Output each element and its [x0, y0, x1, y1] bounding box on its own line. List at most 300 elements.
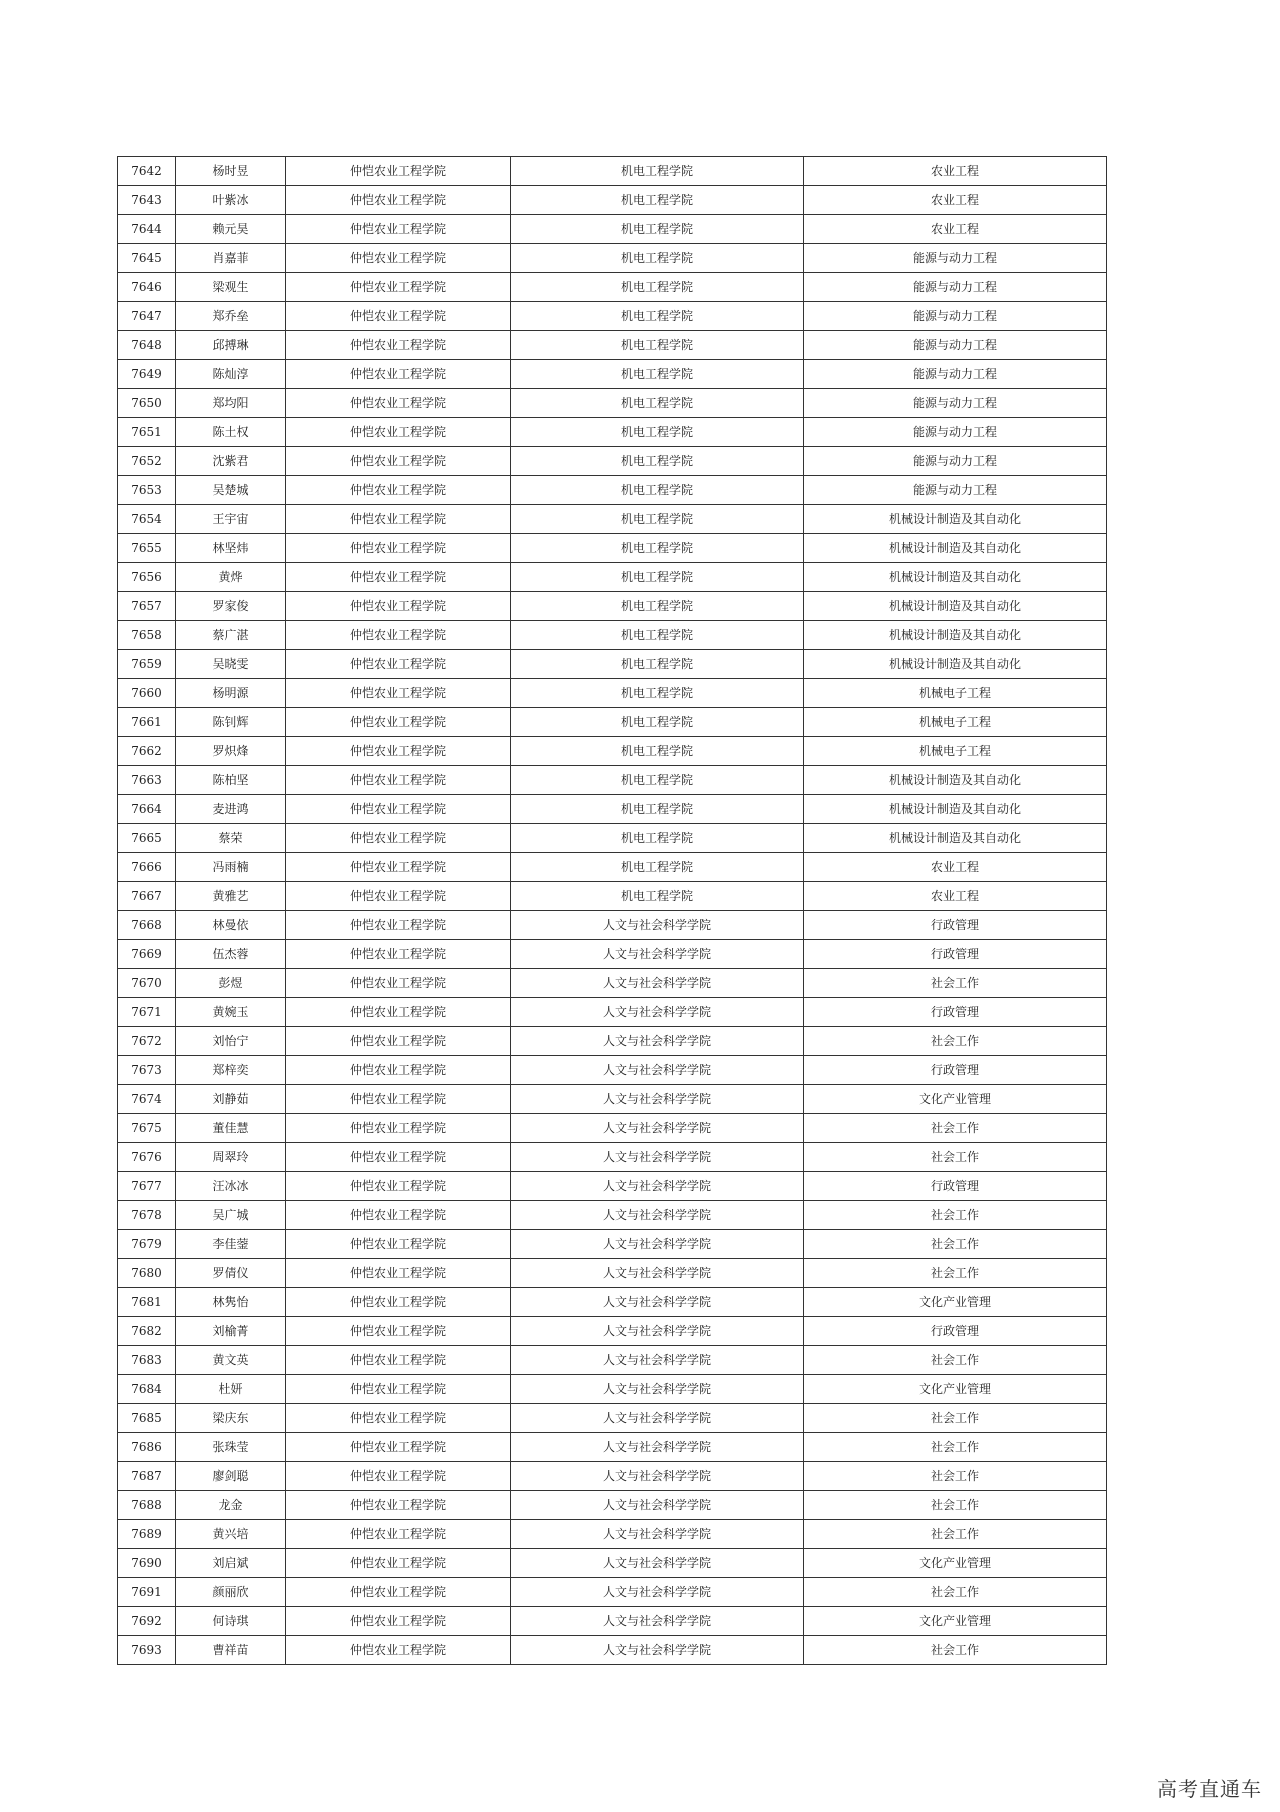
- school-cell: 仲恺农业工程学院: [286, 1259, 511, 1288]
- college-cell: 机电工程学院: [511, 360, 804, 389]
- roster-table: [117, 156, 1107, 1665]
- major-cell: 社会工作: [804, 1230, 1107, 1259]
- table-row: [118, 1404, 1107, 1433]
- college-cell: 人文与社会科学学院: [511, 1346, 804, 1375]
- student-name-cell: 梁庆东: [176, 1404, 286, 1433]
- college-cell: 人文与社会科学学院: [511, 1056, 804, 1085]
- school-cell: 仲恺农业工程学院: [286, 1172, 511, 1201]
- school-cell: 仲恺农业工程学院: [286, 1143, 511, 1172]
- student-name-cell: 林曼依: [176, 911, 286, 940]
- college-cell: 机电工程学院: [511, 882, 804, 911]
- major-cell: 文化产业管理: [804, 1607, 1107, 1636]
- student-name-cell: 罗倩仪: [176, 1259, 286, 1288]
- table-row: [118, 186, 1107, 215]
- school-cell: 仲恺农业工程学院: [286, 1607, 511, 1636]
- student-name-cell: 邱搏琳: [176, 331, 286, 360]
- major-cell: 行政管理: [804, 1317, 1107, 1346]
- college-cell: 人文与社会科学学院: [511, 940, 804, 969]
- college-cell: 人文与社会科学学院: [511, 1201, 804, 1230]
- table-row: [118, 679, 1107, 708]
- school-cell: 仲恺农业工程学院: [286, 853, 511, 882]
- major-cell: 行政管理: [804, 911, 1107, 940]
- table-row: [118, 708, 1107, 737]
- major-cell: 文化产业管理: [804, 1549, 1107, 1578]
- row-number-cell: 7690: [118, 1549, 176, 1578]
- school-cell: 仲恺农业工程学院: [286, 940, 511, 969]
- college-cell: 机电工程学院: [511, 157, 804, 186]
- major-cell: 文化产业管理: [804, 1085, 1107, 1114]
- table-row: [118, 1491, 1107, 1520]
- table-row: [118, 795, 1107, 824]
- major-cell: 能源与动力工程: [804, 476, 1107, 505]
- student-name-cell: 林隽怡: [176, 1288, 286, 1317]
- table-row: [118, 1230, 1107, 1259]
- school-cell: 仲恺农业工程学院: [286, 534, 511, 563]
- row-number-cell: 7684: [118, 1375, 176, 1404]
- table-row: [118, 969, 1107, 998]
- college-cell: 人文与社会科学学院: [511, 969, 804, 998]
- major-cell: 机械电子工程: [804, 679, 1107, 708]
- school-cell: 仲恺农业工程学院: [286, 1636, 511, 1665]
- table-row: [118, 360, 1107, 389]
- student-name-cell: 肖嘉菲: [176, 244, 286, 273]
- row-number-cell: 7646: [118, 273, 176, 302]
- student-name-cell: 黄婉玉: [176, 998, 286, 1027]
- student-name-cell: 罗家俊: [176, 592, 286, 621]
- table-row: [118, 1462, 1107, 1491]
- table-row: [118, 331, 1107, 360]
- college-cell: 机电工程学院: [511, 244, 804, 273]
- table-row: [118, 998, 1107, 1027]
- roster-table-container: [117, 156, 1106, 1665]
- major-cell: 行政管理: [804, 998, 1107, 1027]
- major-cell: 能源与动力工程: [804, 244, 1107, 273]
- major-cell: 农业工程: [804, 853, 1107, 882]
- college-cell: 人文与社会科学学院: [511, 1404, 804, 1433]
- school-cell: 仲恺农业工程学院: [286, 795, 511, 824]
- major-cell: 社会工作: [804, 1114, 1107, 1143]
- row-number-cell: 7692: [118, 1607, 176, 1636]
- table-row: [118, 1346, 1107, 1375]
- table-row: [118, 1549, 1107, 1578]
- college-cell: 机电工程学院: [511, 447, 804, 476]
- major-cell: 农业工程: [804, 882, 1107, 911]
- table-row: [118, 273, 1107, 302]
- row-number-cell: 7656: [118, 563, 176, 592]
- major-cell: 农业工程: [804, 215, 1107, 244]
- student-name-cell: 颜丽欣: [176, 1578, 286, 1607]
- student-name-cell: 汪冰冰: [176, 1172, 286, 1201]
- major-cell: 能源与动力工程: [804, 389, 1107, 418]
- row-number-cell: 7672: [118, 1027, 176, 1056]
- student-name-cell: 刘怡宁: [176, 1027, 286, 1056]
- major-cell: 社会工作: [804, 1520, 1107, 1549]
- college-cell: 人文与社会科学学院: [511, 911, 804, 940]
- row-number-cell: 7675: [118, 1114, 176, 1143]
- table-row: [118, 1027, 1107, 1056]
- student-name-cell: 黄烨: [176, 563, 286, 592]
- row-number-cell: 7688: [118, 1491, 176, 1520]
- table-row: [118, 389, 1107, 418]
- major-cell: 社会工作: [804, 1462, 1107, 1491]
- college-cell: 机电工程学院: [511, 795, 804, 824]
- school-cell: 仲恺农业工程学院: [286, 1317, 511, 1346]
- college-cell: 机电工程学院: [511, 737, 804, 766]
- college-cell: 人文与社会科学学院: [511, 1085, 804, 1114]
- row-number-cell: 7643: [118, 186, 176, 215]
- row-number-cell: 7691: [118, 1578, 176, 1607]
- college-cell: 人文与社会科学学院: [511, 1230, 804, 1259]
- student-name-cell: 周翠玲: [176, 1143, 286, 1172]
- major-cell: 机械设计制造及其自动化: [804, 621, 1107, 650]
- row-number-cell: 7682: [118, 1317, 176, 1346]
- major-cell: 农业工程: [804, 186, 1107, 215]
- major-cell: 机械电子工程: [804, 737, 1107, 766]
- major-cell: 能源与动力工程: [804, 273, 1107, 302]
- student-name-cell: 彭煜: [176, 969, 286, 998]
- college-cell: 人文与社会科学学院: [511, 998, 804, 1027]
- table-row: [118, 592, 1107, 621]
- row-number-cell: 7655: [118, 534, 176, 563]
- school-cell: 仲恺农业工程学院: [286, 186, 511, 215]
- row-number-cell: 7648: [118, 331, 176, 360]
- table-row: [118, 563, 1107, 592]
- table-row: [118, 882, 1107, 911]
- major-cell: 文化产业管理: [804, 1288, 1107, 1317]
- major-cell: 行政管理: [804, 940, 1107, 969]
- major-cell: 能源与动力工程: [804, 302, 1107, 331]
- student-name-cell: 廖剑聪: [176, 1462, 286, 1491]
- row-number-cell: 7686: [118, 1433, 176, 1462]
- student-name-cell: 何诗琪: [176, 1607, 286, 1636]
- table-row: [118, 621, 1107, 650]
- college-cell: 人文与社会科学学院: [511, 1520, 804, 1549]
- row-number-cell: 7667: [118, 882, 176, 911]
- table-row: [118, 1607, 1107, 1636]
- major-cell: 社会工作: [804, 1259, 1107, 1288]
- college-cell: 人文与社会科学学院: [511, 1259, 804, 1288]
- table-row: [118, 1201, 1107, 1230]
- row-number-cell: 7645: [118, 244, 176, 273]
- student-name-cell: 沈紫君: [176, 447, 286, 476]
- table-row: [118, 1259, 1107, 1288]
- major-cell: 社会工作: [804, 969, 1107, 998]
- school-cell: 仲恺农业工程学院: [286, 389, 511, 418]
- college-cell: 人文与社会科学学院: [511, 1317, 804, 1346]
- major-cell: 社会工作: [804, 1027, 1107, 1056]
- table-row: [118, 650, 1107, 679]
- major-cell: 行政管理: [804, 1172, 1107, 1201]
- table-row: [118, 1114, 1107, 1143]
- college-cell: 人文与社会科学学院: [511, 1288, 804, 1317]
- row-number-cell: 7654: [118, 505, 176, 534]
- student-name-cell: 曹祥苗: [176, 1636, 286, 1665]
- college-cell: 机电工程学院: [511, 853, 804, 882]
- college-cell: 机电工程学院: [511, 331, 804, 360]
- major-cell: 机械设计制造及其自动化: [804, 563, 1107, 592]
- row-number-cell: 7663: [118, 766, 176, 795]
- school-cell: 仲恺农业工程学院: [286, 302, 511, 331]
- student-name-cell: 黄兴培: [176, 1520, 286, 1549]
- row-number-cell: 7642: [118, 157, 176, 186]
- row-number-cell: 7683: [118, 1346, 176, 1375]
- college-cell: 机电工程学院: [511, 505, 804, 534]
- school-cell: 仲恺农业工程学院: [286, 360, 511, 389]
- college-cell: 机电工程学院: [511, 186, 804, 215]
- major-cell: 能源与动力工程: [804, 418, 1107, 447]
- student-name-cell: 蔡广湛: [176, 621, 286, 650]
- student-name-cell: 赖元昊: [176, 215, 286, 244]
- row-number-cell: 7653: [118, 476, 176, 505]
- student-name-cell: 杨明源: [176, 679, 286, 708]
- student-name-cell: 陈钊辉: [176, 708, 286, 737]
- table-row: [118, 940, 1107, 969]
- student-name-cell: 吴广城: [176, 1201, 286, 1230]
- college-cell: 机电工程学院: [511, 273, 804, 302]
- major-cell: 社会工作: [804, 1346, 1107, 1375]
- student-name-cell: 陈灿淳: [176, 360, 286, 389]
- student-name-cell: 吴楚城: [176, 476, 286, 505]
- table-row: [118, 215, 1107, 244]
- school-cell: 仲恺农业工程学院: [286, 1085, 511, 1114]
- school-cell: 仲恺农业工程学院: [286, 1375, 511, 1404]
- row-number-cell: 7657: [118, 592, 176, 621]
- table-row: [118, 244, 1107, 273]
- student-name-cell: 麦进鸿: [176, 795, 286, 824]
- row-number-cell: 7671: [118, 998, 176, 1027]
- college-cell: 机电工程学院: [511, 302, 804, 331]
- college-cell: 机电工程学院: [511, 418, 804, 447]
- row-number-cell: 7658: [118, 621, 176, 650]
- college-cell: 机电工程学院: [511, 389, 804, 418]
- student-name-cell: 黄文英: [176, 1346, 286, 1375]
- table-row: [118, 476, 1107, 505]
- table-row: [118, 824, 1107, 853]
- student-name-cell: 龙金: [176, 1491, 286, 1520]
- row-number-cell: 7668: [118, 911, 176, 940]
- college-cell: 人文与社会科学学院: [511, 1172, 804, 1201]
- school-cell: 仲恺农业工程学院: [286, 1433, 511, 1462]
- school-cell: 仲恺农业工程学院: [286, 1404, 511, 1433]
- major-cell: 能源与动力工程: [804, 447, 1107, 476]
- college-cell: 机电工程学院: [511, 650, 804, 679]
- college-cell: 机电工程学院: [511, 766, 804, 795]
- row-number-cell: 7669: [118, 940, 176, 969]
- student-name-cell: 刘启斌: [176, 1549, 286, 1578]
- school-cell: 仲恺农业工程学院: [286, 1520, 511, 1549]
- school-cell: 仲恺农业工程学院: [286, 1056, 511, 1085]
- college-cell: 人文与社会科学学院: [511, 1143, 804, 1172]
- student-name-cell: 陈柏坚: [176, 766, 286, 795]
- school-cell: 仲恺农业工程学院: [286, 737, 511, 766]
- school-cell: 仲恺农业工程学院: [286, 476, 511, 505]
- major-cell: 社会工作: [804, 1636, 1107, 1665]
- school-cell: 仲恺农业工程学院: [286, 766, 511, 795]
- major-cell: 能源与动力工程: [804, 360, 1107, 389]
- school-cell: 仲恺农业工程学院: [286, 998, 511, 1027]
- table-row: [118, 1578, 1107, 1607]
- school-cell: 仲恺农业工程学院: [286, 824, 511, 853]
- table-row: [118, 1143, 1107, 1172]
- major-cell: 能源与动力工程: [804, 331, 1107, 360]
- major-cell: 机械电子工程: [804, 708, 1107, 737]
- major-cell: 社会工作: [804, 1433, 1107, 1462]
- student-name-cell: 董佳慧: [176, 1114, 286, 1143]
- school-cell: 仲恺农业工程学院: [286, 244, 511, 273]
- school-cell: 仲恺农业工程学院: [286, 1578, 511, 1607]
- school-cell: 仲恺农业工程学院: [286, 1549, 511, 1578]
- student-name-cell: 刘静茹: [176, 1085, 286, 1114]
- row-number-cell: 7670: [118, 969, 176, 998]
- row-number-cell: 7676: [118, 1143, 176, 1172]
- row-number-cell: 7649: [118, 360, 176, 389]
- table-row: [118, 1375, 1107, 1404]
- row-number-cell: 7647: [118, 302, 176, 331]
- major-cell: 社会工作: [804, 1143, 1107, 1172]
- table-row: [118, 1520, 1107, 1549]
- student-name-cell: 杨时昱: [176, 157, 286, 186]
- row-number-cell: 7651: [118, 418, 176, 447]
- school-cell: 仲恺农业工程学院: [286, 331, 511, 360]
- major-cell: 社会工作: [804, 1404, 1107, 1433]
- student-name-cell: 李佳蓥: [176, 1230, 286, 1259]
- school-cell: 仲恺农业工程学院: [286, 215, 511, 244]
- school-cell: 仲恺农业工程学院: [286, 1462, 511, 1491]
- student-name-cell: 罗炽烽: [176, 737, 286, 766]
- roster-table-body: [118, 157, 1107, 1665]
- school-cell: 仲恺农业工程学院: [286, 1230, 511, 1259]
- college-cell: 人文与社会科学学院: [511, 1607, 804, 1636]
- major-cell: 社会工作: [804, 1578, 1107, 1607]
- school-cell: 仲恺农业工程学院: [286, 621, 511, 650]
- student-name-cell: 冯雨楠: [176, 853, 286, 882]
- row-number-cell: 7662: [118, 737, 176, 766]
- school-cell: 仲恺农业工程学院: [286, 1201, 511, 1230]
- table-row: [118, 766, 1107, 795]
- student-name-cell: 吴晓雯: [176, 650, 286, 679]
- school-cell: 仲恺农业工程学院: [286, 1346, 511, 1375]
- table-row: [118, 447, 1107, 476]
- college-cell: 人文与社会科学学院: [511, 1375, 804, 1404]
- major-cell: 社会工作: [804, 1491, 1107, 1520]
- school-cell: 仲恺农业工程学院: [286, 969, 511, 998]
- school-cell: 仲恺农业工程学院: [286, 1027, 511, 1056]
- table-row: [118, 302, 1107, 331]
- row-number-cell: 7661: [118, 708, 176, 737]
- row-number-cell: 7652: [118, 447, 176, 476]
- school-cell: 仲恺农业工程学院: [286, 1114, 511, 1143]
- student-name-cell: 伍杰蓉: [176, 940, 286, 969]
- college-cell: 机电工程学院: [511, 621, 804, 650]
- row-number-cell: 7685: [118, 1404, 176, 1433]
- college-cell: 机电工程学院: [511, 679, 804, 708]
- college-cell: 人文与社会科学学院: [511, 1636, 804, 1665]
- row-number-cell: 7650: [118, 389, 176, 418]
- major-cell: 机械设计制造及其自动化: [804, 592, 1107, 621]
- major-cell: 机械设计制造及其自动化: [804, 824, 1107, 853]
- row-number-cell: 7644: [118, 215, 176, 244]
- major-cell: 行政管理: [804, 1056, 1107, 1085]
- watermark-text: 高考直通车: [1157, 1777, 1262, 1801]
- school-cell: 仲恺农业工程学院: [286, 273, 511, 302]
- table-row: [118, 418, 1107, 447]
- row-number-cell: 7674: [118, 1085, 176, 1114]
- table-row: [118, 505, 1107, 534]
- major-cell: 文化产业管理: [804, 1375, 1107, 1404]
- school-cell: 仲恺农业工程学院: [286, 1288, 511, 1317]
- row-number-cell: 7665: [118, 824, 176, 853]
- college-cell: 机电工程学院: [511, 476, 804, 505]
- row-number-cell: 7660: [118, 679, 176, 708]
- table-row: [118, 1172, 1107, 1201]
- major-cell: 机械设计制造及其自动化: [804, 505, 1107, 534]
- school-cell: 仲恺农业工程学院: [286, 1491, 511, 1520]
- student-name-cell: 郑均阳: [176, 389, 286, 418]
- student-name-cell: 王宇宙: [176, 505, 286, 534]
- student-name-cell: 黄雅艺: [176, 882, 286, 911]
- school-cell: 仲恺农业工程学院: [286, 505, 511, 534]
- student-name-cell: 陈土权: [176, 418, 286, 447]
- table-row: [118, 1056, 1107, 1085]
- school-cell: 仲恺农业工程学院: [286, 418, 511, 447]
- school-cell: 仲恺农业工程学院: [286, 882, 511, 911]
- row-number-cell: 7664: [118, 795, 176, 824]
- student-name-cell: 刘榆菁: [176, 1317, 286, 1346]
- row-number-cell: 7678: [118, 1201, 176, 1230]
- table-row: [118, 534, 1107, 563]
- row-number-cell: 7681: [118, 1288, 176, 1317]
- student-name-cell: 叶紫冰: [176, 186, 286, 215]
- row-number-cell: 7666: [118, 853, 176, 882]
- major-cell: 机械设计制造及其自动化: [804, 795, 1107, 824]
- table-row: [118, 737, 1107, 766]
- college-cell: 人文与社会科学学院: [511, 1433, 804, 1462]
- student-name-cell: 郑梓奕: [176, 1056, 286, 1085]
- college-cell: 机电工程学院: [511, 215, 804, 244]
- table-row: [118, 1085, 1107, 1114]
- table-row: [118, 1433, 1107, 1462]
- school-cell: 仲恺农业工程学院: [286, 157, 511, 186]
- college-cell: 机电工程学院: [511, 592, 804, 621]
- table-row: [118, 157, 1107, 186]
- student-name-cell: 张珠莹: [176, 1433, 286, 1462]
- row-number-cell: 7677: [118, 1172, 176, 1201]
- row-number-cell: 7673: [118, 1056, 176, 1085]
- major-cell: 社会工作: [804, 1201, 1107, 1230]
- row-number-cell: 7689: [118, 1520, 176, 1549]
- major-cell: 机械设计制造及其自动化: [804, 766, 1107, 795]
- school-cell: 仲恺农业工程学院: [286, 911, 511, 940]
- student-name-cell: 杜妍: [176, 1375, 286, 1404]
- major-cell: 农业工程: [804, 157, 1107, 186]
- school-cell: 仲恺农业工程学院: [286, 592, 511, 621]
- college-cell: 机电工程学院: [511, 824, 804, 853]
- school-cell: 仲恺农业工程学院: [286, 447, 511, 476]
- college-cell: 机电工程学院: [511, 708, 804, 737]
- major-cell: 机械设计制造及其自动化: [804, 650, 1107, 679]
- row-number-cell: 7680: [118, 1259, 176, 1288]
- college-cell: 人文与社会科学学院: [511, 1578, 804, 1607]
- college-cell: 人文与社会科学学院: [511, 1027, 804, 1056]
- major-cell: 机械设计制造及其自动化: [804, 534, 1107, 563]
- table-row: [118, 911, 1107, 940]
- table-row: [118, 853, 1107, 882]
- student-name-cell: 郑乔垒: [176, 302, 286, 331]
- college-cell: 人文与社会科学学院: [511, 1491, 804, 1520]
- school-cell: 仲恺农业工程学院: [286, 563, 511, 592]
- row-number-cell: 7679: [118, 1230, 176, 1259]
- student-name-cell: 梁观生: [176, 273, 286, 302]
